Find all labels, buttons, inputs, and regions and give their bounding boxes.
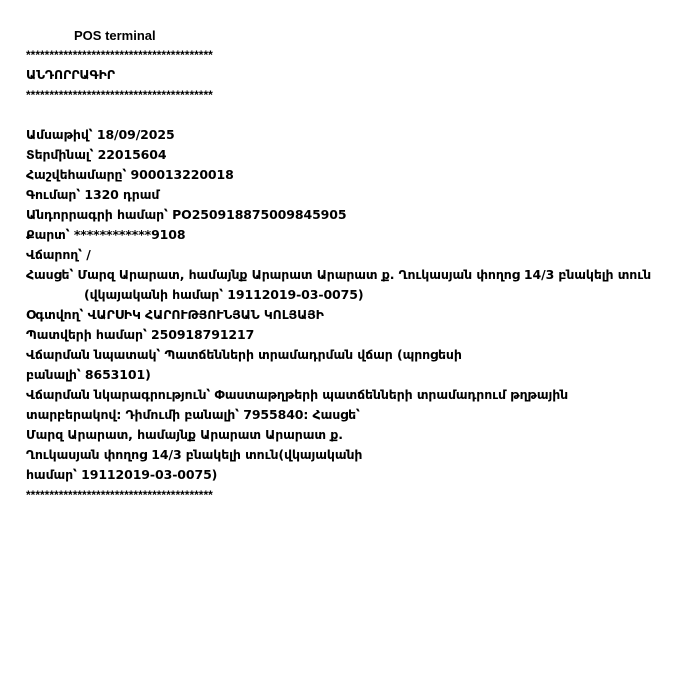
description-line-2: տարբերակով: Դիմումի բանալի՝ 7955840: Հասցե՝ [26,407,360,422]
order-number-line: Պատվերի համար՝ 250918791217 [26,327,255,342]
date-line: Ամսաթիվ՝ 18/09/2025 [26,127,175,142]
amount-line: Գումար՝ 1320 դրամ [26,187,160,202]
address-certificate-line: (վկայականի համար՝ 19112019-03-0075) [84,287,364,302]
account-line: Հաշվեհամարը՝ 900013220018 [26,167,234,182]
blank-line [26,105,686,125]
description-line-3: Մարզ Արարատ, համայնք Արարատ Արարատ ք. [26,427,343,442]
address-line: Հասցե՝ Մարզ Արարատ, համայնք Արարատ Արարատ ք. Ղուկասյան փողոց 14/3 բնակելի տուն [26,267,652,282]
receipt [26,27,686,505]
receipt-title: POS terminal [74,28,156,43]
purpose-key-line: բանալի՝ 8653101) [26,367,151,382]
card-line: Քարտ՝ ************9108 [26,227,186,242]
separator-bottom: **************************************** [26,488,213,502]
separator-top: **************************************** [26,48,213,62]
user-line: Օգտվող՝ ՎԱՐՍԻԿ ՀԱՐՈՒԹՅՈՒՆՅԱՆ ԿՈԼՅԱՅԻ [26,307,324,322]
description-line-4: Ղուկասյան փողոց 14/3 բնակելի տուն(վկայականի [26,447,363,462]
description-line-1: Վճարման նկարագրություն՝ Փաստաթղթերի պատճենների տրամադրում թղթային [26,387,569,402]
terminal-line: Տերմինալ՝ 22015604 [26,147,167,162]
purpose-line: Վճարման նպատակ՝ Պատճենների տրամադրման վճար (պրոցեսի [26,347,462,362]
document-type: ԱՆԴՈՐՐԱԳԻՐ [26,67,115,82]
description-line-5: համար՝ 19112019-03-0075) [26,467,218,482]
receipt-number-line: Անդորրագրի համար՝ PO250918875009845905 [26,207,347,222]
separator-header: **************************************** [26,88,213,102]
payer-line: Վճարող՝ / [26,247,91,262]
